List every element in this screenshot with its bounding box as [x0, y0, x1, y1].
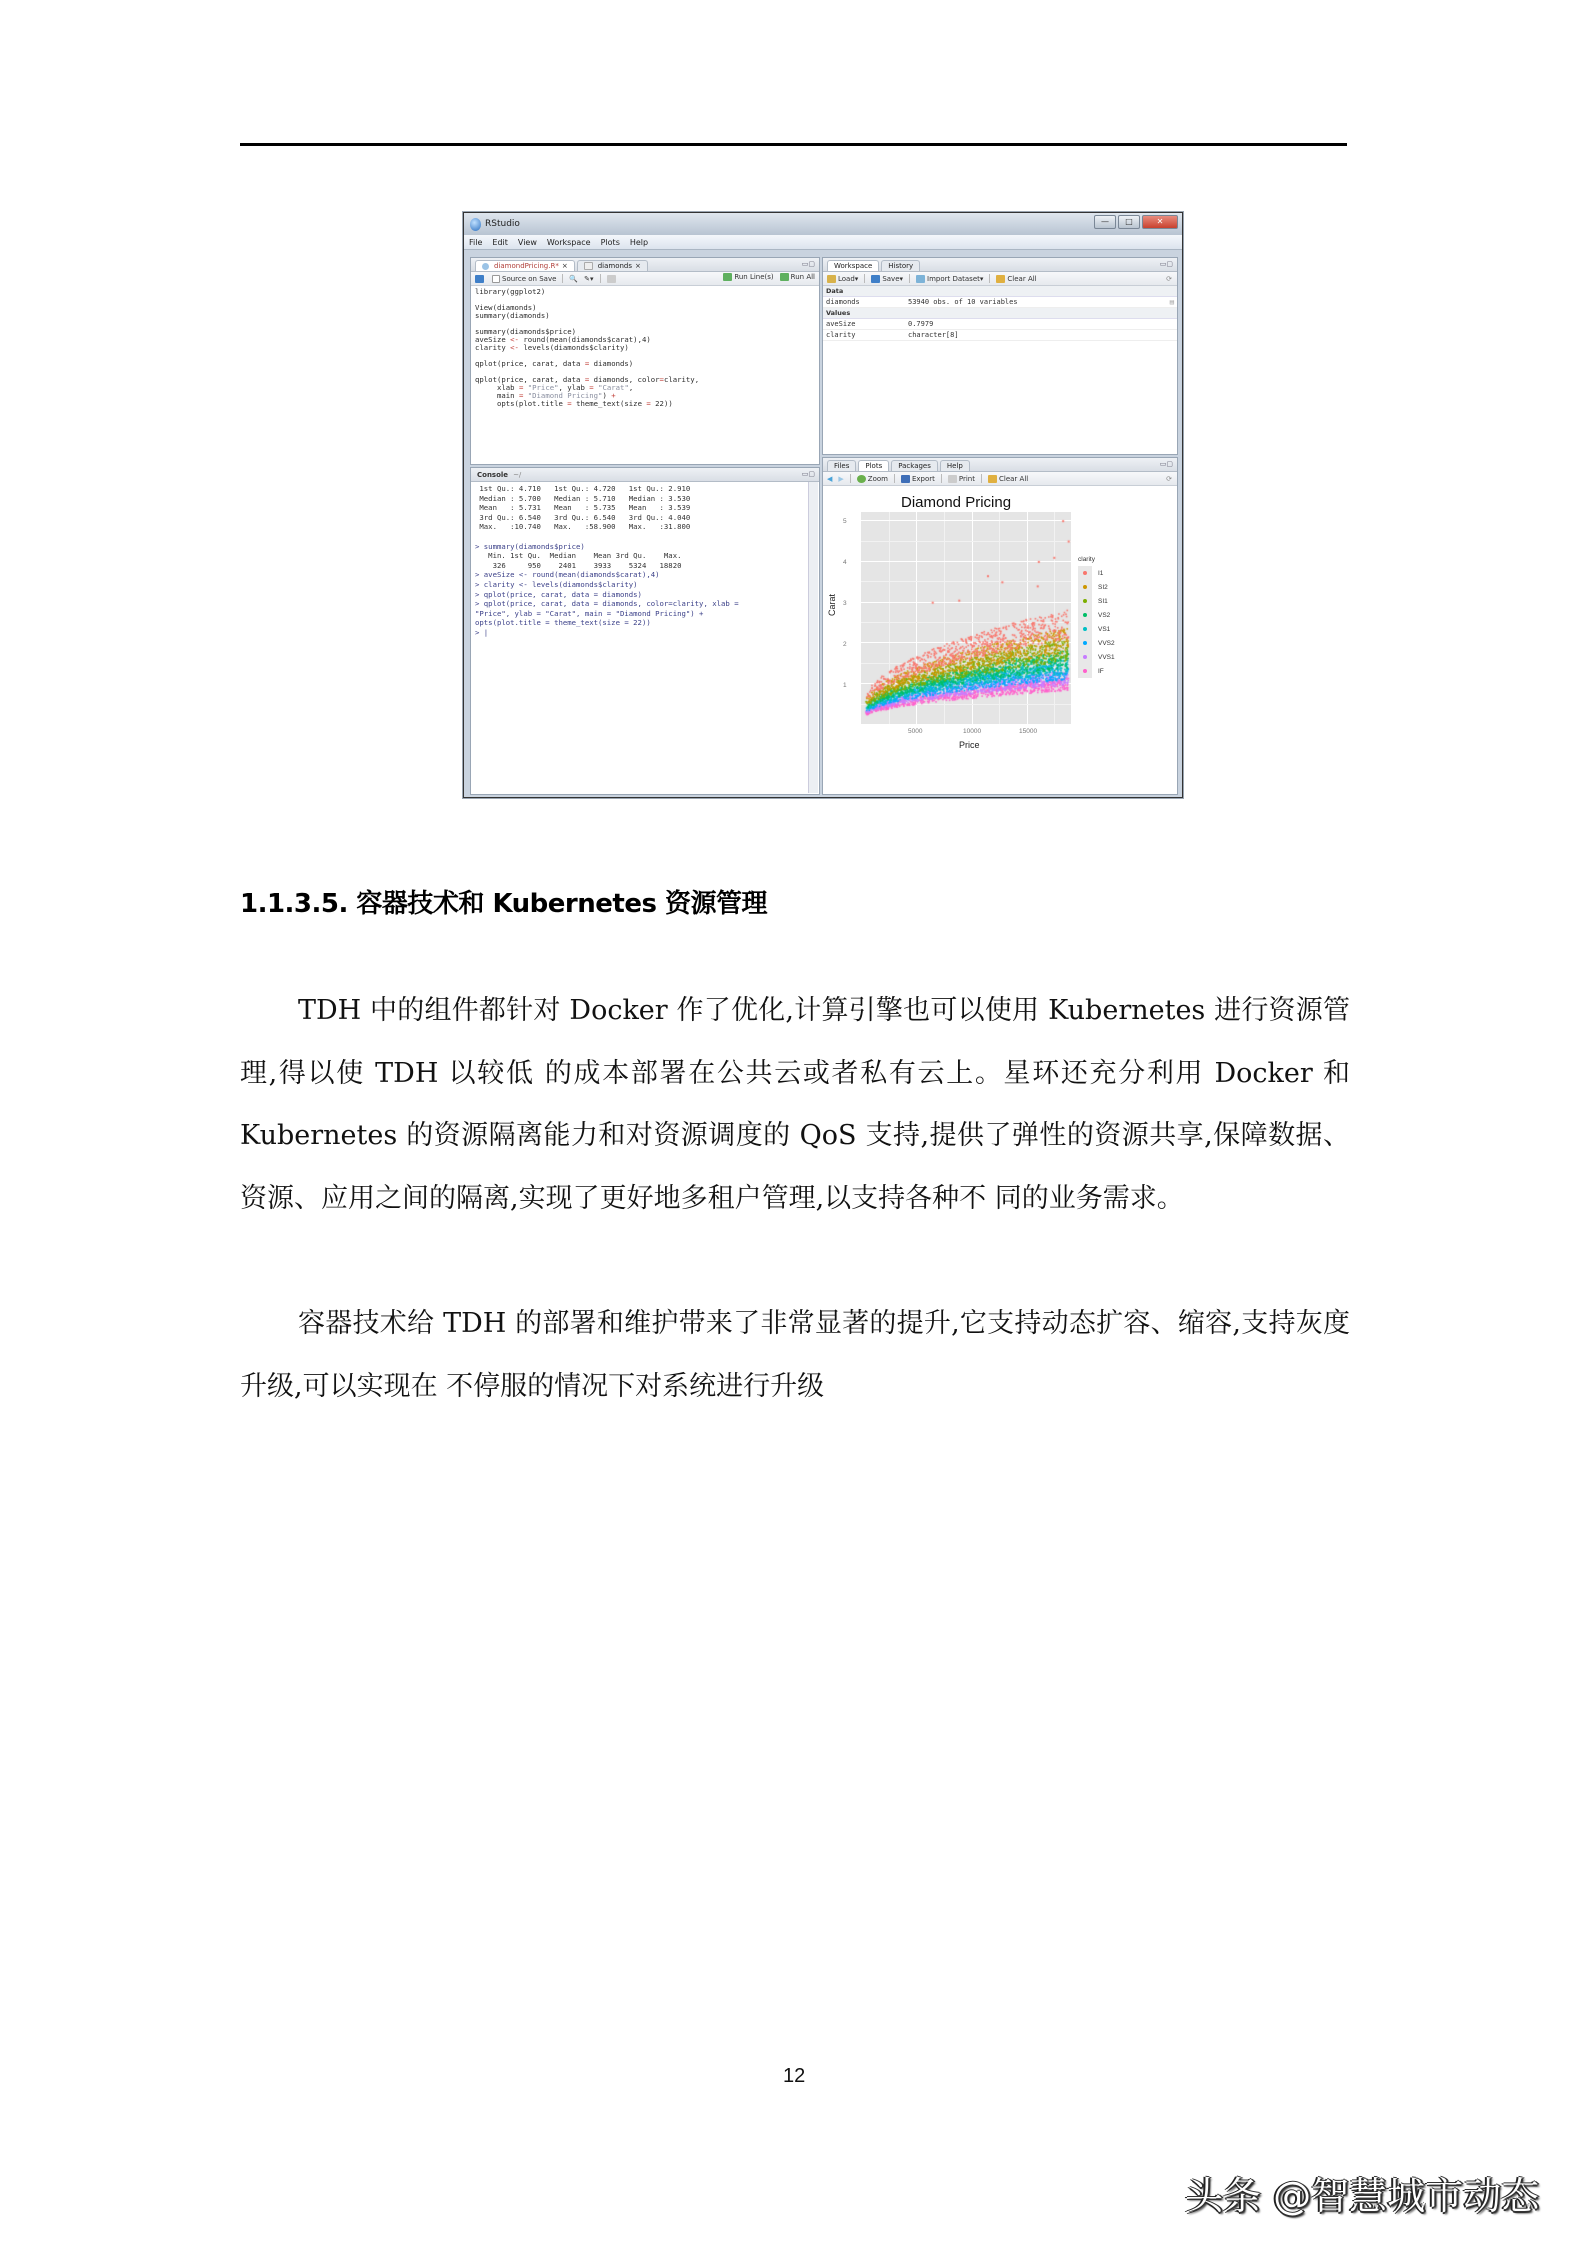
ws-row-clarity[interactable]: clarity character[8] — [823, 330, 1177, 341]
x-axis-label: Price — [959, 740, 980, 750]
code-line: qplot(price, carat, data = diamonds, color=clarity, — [475, 375, 700, 384]
search-icon[interactable]: 🔍 — [569, 274, 579, 283]
rstudio-screenshot — [463, 212, 1183, 798]
y-tick: 5 — [843, 518, 847, 525]
console-line: Min. 1st Qu. Median Mean 3rd Qu. Max. — [475, 551, 682, 561]
close-tab-icon[interactable]: × — [561, 262, 568, 270]
legend — [1078, 556, 1115, 678]
menu-help[interactable]: Help — [629, 237, 649, 247]
tab-workspace[interactable]: Workspace — [827, 260, 879, 271]
print-icon[interactable] — [607, 275, 616, 283]
console-title: Console — [477, 470, 509, 479]
pane-minmax-icon[interactable]: ▭▢ — [1159, 460, 1173, 468]
x-tick: 15000 — [1019, 728, 1038, 735]
tab-files[interactable]: Files — [827, 460, 856, 471]
console-pane — [470, 467, 820, 795]
load-button[interactable]: Load▾ — [827, 275, 858, 283]
tab-history[interactable]: History — [881, 260, 920, 271]
scatter-plot — [823, 486, 1177, 786]
console-line: > aveSize <- round(mean(diamonds$carat),4) — [475, 570, 660, 580]
legend-item: SI2 — [1078, 580, 1115, 594]
clear-all-button[interactable]: Clear All — [996, 275, 1036, 283]
code-line: summary(diamonds$price) — [475, 327, 577, 336]
y-tick: 2 — [843, 641, 847, 648]
table-icon — [584, 262, 593, 270]
section-heading: 1.1.3.5. 容器技术和 Kubernetes 资源管理 — [240, 889, 767, 919]
y-tick: 4 — [843, 559, 847, 566]
x-tick: 10000 — [963, 728, 982, 735]
code-line: library(ggplot2) — [475, 287, 546, 296]
legend-item: VVS2 — [1078, 636, 1115, 650]
refresh-icon[interactable]: ⟳ — [1166, 274, 1172, 283]
code-line: qplot(price, carat, data = diamonds) — [475, 359, 634, 368]
maximize-button[interactable]: □ — [1118, 215, 1140, 229]
console-line: > clarity <- levels(diamonds$clarity) — [475, 579, 638, 589]
run-line-button[interactable]: Run Line(s) — [723, 273, 773, 281]
console-line: opts(plot.title = theme_text(size = 22)) — [475, 618, 651, 628]
source-on-save-checkbox[interactable]: Source on Save — [492, 275, 556, 283]
console-line: > qplot(price, carat, data = diamonds, color=clarity, xlab = — [475, 599, 739, 609]
y-axis-label: Carat — [827, 593, 837, 616]
code-line: View(diamonds) — [475, 303, 537, 312]
menu-edit[interactable]: Edit — [492, 237, 508, 247]
console-output[interactable] — [471, 482, 819, 640]
ws-section-values: Values — [823, 308, 1177, 319]
console-line: 1st Qu.: 4.710 1st Qu.: 4.720 1st Qu.: 2.910 — [475, 484, 691, 493]
export-button[interactable]: Export — [901, 475, 935, 483]
source-pane — [470, 257, 820, 465]
code-line: opts(plot.title = theme_text(size = 22)) — [475, 399, 673, 408]
window-titlebar — [464, 213, 1182, 235]
arrow-right-icon[interactable]: ▶ — [838, 474, 844, 483]
plot-area — [861, 512, 1071, 724]
code-line: xlab = "Price", ylab = "Carat", — [475, 383, 634, 392]
tab-help[interactable]: Help — [940, 460, 970, 471]
page-number: 12 — [783, 2065, 806, 2087]
y-tick: 1 — [843, 682, 847, 689]
menu-plots[interactable]: Plots — [600, 237, 620, 247]
header-rule — [240, 143, 1347, 146]
plots-pane — [822, 457, 1178, 795]
legend-item: VS1 — [1078, 622, 1115, 636]
console-line: 326 950 2401 3933 5324 18820 — [475, 560, 682, 570]
ws-row-diamonds[interactable]: diamonds 53940 obs. of 10 variables ▤ — [823, 297, 1177, 308]
ws-section-data: Data — [823, 286, 1177, 297]
console-scrollbar[interactable] — [808, 482, 818, 793]
legend-item: IF — [1078, 664, 1115, 678]
workspace-pane — [822, 257, 1178, 455]
code-tools-icon[interactable]: ✎▾ — [584, 274, 594, 283]
zoom-button[interactable]: Zoom — [857, 475, 888, 483]
tab-packages[interactable]: Packages — [891, 460, 938, 471]
console-line: > qplot(price, carat, data = diamonds) — [475, 589, 642, 599]
minimize-button[interactable]: — — [1094, 215, 1116, 229]
window-title: RStudio — [485, 219, 520, 229]
console-line: Mean : 5.731 Mean : 5.735 Mean : 3.539 — [475, 503, 691, 513]
plot-title: Diamond Pricing — [901, 494, 1012, 511]
tab-diamondpricing-r[interactable]: diamondPricing.R* × — [475, 260, 575, 271]
close-tab-icon[interactable]: × — [635, 262, 641, 270]
code-editor[interactable] — [471, 286, 819, 410]
rstudio-logo-icon — [470, 218, 481, 231]
import-dataset-button[interactable]: Import Dataset▾ — [916, 275, 983, 283]
y-tick: 3 — [843, 600, 847, 607]
pane-minmax-icon[interactable]: ▭▢ — [1159, 260, 1173, 268]
menu-workspace[interactable]: Workspace — [546, 237, 591, 247]
menu-bar — [464, 235, 1182, 250]
menu-file[interactable]: File — [469, 237, 483, 247]
legend-item: I1 — [1078, 566, 1115, 580]
arrow-left-icon[interactable]: ◀ — [827, 474, 833, 483]
console-line: 3rd Qu.: 6.540 3rd Qu.: 6.540 3rd Qu.: 4.040 — [475, 512, 691, 522]
paragraph: 容器技术给 TDH 的部署和维护带来了非常显著的提升,它支持动态扩容、缩容,支持灰度升级,可以实现在 不停服的情况下对系统进行升级 — [240, 1308, 1350, 1402]
console-line: > | — [475, 627, 489, 637]
x-tick: 5000 — [908, 728, 923, 735]
legend-title: clarity — [1078, 556, 1095, 563]
paragraph: TDH 中的组件都针对 Docker 作了优化,计算引擎也可以使用 Kubernetes 进行资源管理,得以使 TDH 以较低 的成本部署在公共云或者私有云上。星环还充分利用 Docker 和 Kubernetes 的资源隔离能力和对资源调度的 QoS 支持,提供了弹性的资源共享,保障数据、资源、应用之间的隔离,实现了更好地多租户管理,以支持各种不 同的业务需求。 — [240, 995, 1350, 1214]
console-line: Median : 5.700 Median : 5.710 Median : 3.530 — [475, 493, 691, 503]
console-line: > summary(diamonds$price) — [475, 541, 585, 551]
print-button[interactable]: Print — [948, 475, 975, 483]
clear-all-plots-button[interactable]: Clear All — [988, 475, 1028, 483]
close-button[interactable]: ✕ — [1142, 215, 1178, 229]
legend-item: VVS1 — [1078, 650, 1115, 664]
tab-plots[interactable]: Plots — [858, 460, 889, 471]
ws-row-avesize[interactable]: aveSize 0.7979 — [823, 319, 1177, 330]
view-table-icon[interactable]: ▤ — [1169, 298, 1174, 306]
legend-item: VS2 — [1078, 608, 1115, 622]
code-line: aveSize <- round(mean(diamonds$carat),4) — [475, 335, 651, 344]
legend-item: SI1 — [1078, 594, 1115, 608]
refresh-icon[interactable]: ⟳ — [1166, 474, 1172, 483]
watermark: 头条 @智慧城市动态 — [1185, 2174, 1540, 2218]
console-line: Max. :10.740 Max. :58.900 Max. :31.800 — [475, 522, 691, 532]
run-all-button[interactable]: Run All — [780, 273, 815, 281]
save-icon[interactable] — [475, 275, 484, 283]
code-line: summary(diamonds) — [475, 311, 550, 320]
menu-view[interactable]: View — [517, 237, 537, 247]
tab-diamonds[interactable]: diamonds × — [577, 260, 648, 271]
pane-minmax-icon[interactable]: ▭▢ — [801, 260, 815, 268]
pane-minmax-icon[interactable]: ▭▢ — [801, 470, 815, 478]
console-line: "Price", ylab = "Carat", main = "Diamond Pricing") + — [475, 608, 704, 618]
save-button[interactable]: Save▾ — [871, 275, 903, 283]
r-script-icon — [482, 263, 489, 270]
console-line — [475, 532, 815, 542]
code-line: main = "Diamond Pricing") + — [475, 391, 616, 400]
console-path: ~/ — [513, 470, 522, 479]
code-line: clarity <- levels(diamonds$clarity) — [475, 343, 629, 352]
